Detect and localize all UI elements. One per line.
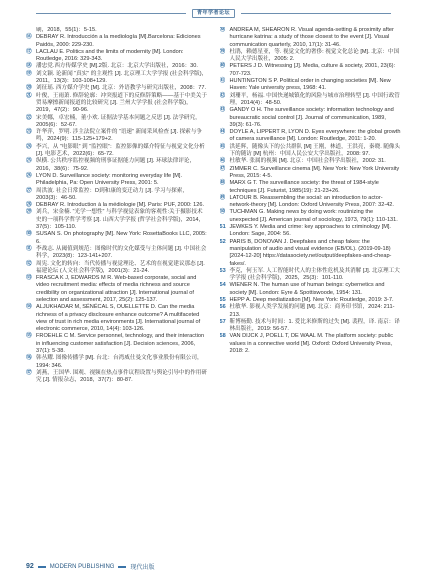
reference-text: ZIMMER C. Surveillance cinema [M]. New York: New York University Press, 2015: 4-5. xyxy=(229,165,400,179)
reference-number: 56 xyxy=(219,304,226,311)
reference-text: MARX G T. The surveillance society: the threat of 1984-style techniques [J]. Futurist, 1985(19): 21-23+26. xyxy=(229,180,379,194)
reference-entry xyxy=(220,78,402,93)
reference-text: PARIS B, DONOVAN J. Deepfakes and cheap fakes: the manipulation of audio and visual evidence (EB/OL). (2019-09-18) [2024-12-20] https://datasociety.net/output/deepfakes-and-cheap-fakes/. xyxy=(229,238,392,267)
reference-text: 杜敏华. 影视人类学发展的问题 [M]. 北京：商务印书馆，2024: 211-213. xyxy=(229,304,395,318)
reference-entry xyxy=(220,209,402,224)
reference-entry xyxy=(26,93,208,115)
reference-number: ㉕ xyxy=(26,158,32,165)
reference-text: 杜敏华. 张属的视频 [M]. 北京：中国社会科学出版社，2002: 31. xyxy=(229,158,386,165)
reference-text: VAN DIJCK J, POELL T, DE WAAL M. The platform society: public values in a connective world [M]. Oxford: Oxford University Press, 2018: 2. xyxy=(229,333,394,355)
reference-entry xyxy=(26,34,208,49)
reference-text: 李兴，从 “电影眼” 到 “监控眼”：监控影像的媒介特征与视觉文化分析 [J]. 电影艺术，2022(6)：65-72. xyxy=(36,143,205,158)
header-rule-left xyxy=(36,13,186,14)
reference-text: 靳博杨勤. 技术与时间：1. 爱比米修斯的过失 [M]. 裴程，译. 南京：译林出版社，2019: 56-57. xyxy=(229,318,400,333)
reference-text: 刘文颖. 论新闻 “真实” 的主观性 [J]. 北京理工大学学报 (社会科学版)，2011，13(3)：103-108+129. xyxy=(36,70,208,85)
reference-entry xyxy=(220,144,402,159)
journal-name-cn: 现代出版 xyxy=(130,565,155,571)
reference-number: ⑯ xyxy=(26,34,32,41)
reference-number: ㊴ xyxy=(219,48,226,55)
reference-entry xyxy=(26,333,208,355)
reference-number: ㊾ xyxy=(219,194,226,201)
reference-number: ㊺ xyxy=(219,143,226,150)
reference-number: ㉘ xyxy=(26,202,32,209)
reference-entry xyxy=(26,85,208,92)
reference-text: SUSAN S. On photography [M]. New York: RosettaBooks LLC, 2005: 6. xyxy=(36,231,207,245)
reference-entry xyxy=(26,129,208,144)
reference-number: 58 xyxy=(219,333,226,340)
running-header xyxy=(0,9,427,18)
journal-name-en: MODERN PUBLISHING xyxy=(49,563,115,570)
reference-text: HEPP A. Deep mediatization [M]. New York: Routledge, 2019: 3-7. xyxy=(229,296,394,303)
reference-entry xyxy=(26,27,208,34)
reference-number: ⑱ xyxy=(26,63,32,70)
reference-number: ㊲ xyxy=(26,369,32,376)
reference-number: ㊼ xyxy=(219,165,226,172)
reference-text: FRASCA K J, EDWARDS M R. Web-based corporate, social and video recruitment media: effects of media richness and source credibility on organizational attraction [J]. International journal of selection and assessment, 2017, 25(2): 125-137. xyxy=(36,275,197,303)
reference-text: 宋美娜，卓宏楠，董小欢. 证据法学基本问题之反思 [J]. 法学研究，2005(6)：52-67. xyxy=(36,114,201,128)
reference-number: 54 xyxy=(219,282,226,289)
reference-text: TUCHMAN G. Making news by doing work: routinizing the unexpected [J]. American journal of sociology, 1973, 79(1): 110-131. xyxy=(229,209,398,223)
reference-entry xyxy=(26,246,208,261)
footer-divider xyxy=(38,566,46,568)
reference-number: 53 xyxy=(219,267,226,274)
reference-number: ⑲ xyxy=(26,70,32,77)
reference-entry xyxy=(220,63,402,78)
reference-number: ㊿ xyxy=(219,209,226,216)
reference-entry xyxy=(220,224,402,239)
reference-text: PETERS J D. Witnessing [J]. Media, culture & society, 2001, 23(6): 707-723. xyxy=(229,63,396,77)
section-title: 青年学者论坛 xyxy=(192,9,235,18)
reference-entry xyxy=(26,304,208,333)
reference-text: JEWKES Y. Media and crime: key approaches to criminology [M]. London: Sage, 2004: 56. xyxy=(229,224,391,238)
reference-entry xyxy=(26,355,208,370)
reference-number: ㉙ xyxy=(26,209,32,216)
reference-text: ALJUKHADAR M, SÉNÉCAL S, OUELLETTE D. Can the media richness of a privacy disclosure enhance outcome? A multifaceted view of trust in rich media environments [J]. International journal of electronic commerce, 2010, 14(4): 103-126. xyxy=(36,304,201,333)
reference-entry xyxy=(26,63,208,70)
reference-number: ⑰ xyxy=(26,48,32,55)
reference-number: ㊵ xyxy=(219,63,226,70)
reference-number: ㊽ xyxy=(219,180,226,187)
references-right-column xyxy=(220,27,402,557)
reference-entry xyxy=(26,209,208,231)
reference-text: LACLAU E. Politics and the limits of modernity [M]. London: Routledge, 2016: 329-343. xyxy=(36,48,184,63)
reference-number: ㉑ xyxy=(26,92,32,99)
reference-number: 57 xyxy=(219,318,226,325)
reference-text: 刷，2018，55(1)：5-15. xyxy=(36,27,97,33)
reference-number: ㉚ xyxy=(26,231,32,238)
reference-number: ㉗ xyxy=(26,187,32,194)
reference-text: 李克，何玉军. 人工智能时代人的主体性危机及其消解 [J]. 北京理工大学学报 (社会科学版)，2025，25(3)：101-110. xyxy=(229,267,400,282)
reference-number: ㉝ xyxy=(26,275,32,282)
reference-text: 纵横. 公共秩序监控视频的刑事证据能力问题 [J]. 环球法律评论，2016，38(6)：75-92. xyxy=(36,158,196,172)
reference-number: ㊱ xyxy=(26,355,32,362)
reference-number: ㊳ xyxy=(219,27,226,33)
reference-text: ANDREA M, SHEARON R. Visual agenda-setting & proximity after hurricane katrina: a study of those closest to the event [J]. Visual communication quarterly, 2010, 17(1): 31-46. xyxy=(229,27,394,48)
reference-text: 周洪波. 社会日常监控：D到和康的变迁动力 [J]. 学习与探索，2003(3)：46-50. xyxy=(36,187,188,201)
reference-entry xyxy=(220,333,402,355)
references-left-column xyxy=(26,27,208,557)
reference-number: ㊸ xyxy=(219,107,226,114)
reference-text: 刘珊平，杨福. 中国快递城镇化的风险与城市治理转型 [J]. 中国行政管理，2014(4)：48-50. xyxy=(229,92,400,106)
reference-number: ㊹ xyxy=(219,129,226,136)
reference-text: WIENER N. The human use of human beings: cybernetics and society [M]. London: Eyre & Spottiswoode, 1954: 131. xyxy=(229,282,385,296)
reference-entry xyxy=(26,231,208,246)
reference-entry xyxy=(26,49,208,64)
reference-text: DEBRAY R. Introducción a la mediología [M].Barcelona: Ediciones Paidós, 2000: 229-230. xyxy=(36,34,201,48)
reference-entry xyxy=(26,275,208,304)
references-body xyxy=(26,27,401,557)
reference-entry xyxy=(26,188,208,203)
reference-entry xyxy=(220,180,402,195)
reference-text: DEBRAY R. Introduction à la médiologie [M]. Paris: PUF, 2000: 126. xyxy=(36,202,204,209)
reference-text: 李战志. 从阈值到规范：图像时代的文化媒受与主体问题 [J]. 中国社会科学，2023(8)：123-141+207. xyxy=(36,245,207,260)
reference-number: 55 xyxy=(219,296,226,303)
reference-text: 许华萍，罗明. 涉主法院立案件的 “语速” 新闻采风检查 [J]. 探索与争鸣，2024(9)：115-125+179+2. xyxy=(36,129,202,143)
reference-entry xyxy=(26,173,208,188)
reference-text: 洪延辉，随像头下的公共群队 [M] 王刚，林道，王洪亮，秦晓. 随像头下的随访 [M] 杭州：中国人民公安大学出版社，2008: 97. xyxy=(229,143,401,158)
reference-entry xyxy=(26,71,208,86)
reference-text: 刘兵，宋金楠. “光学一想性” 与科学视觉表象的客观性:关于摄影技术史的一项科学哲学考察 [J]. 山西大学学报 (哲学社会科学版)，2014，37(5)：105-110. xyxy=(36,209,205,231)
reference-entry xyxy=(26,261,208,276)
page-footer xyxy=(26,562,155,571)
reference-number: ㊷ xyxy=(219,92,226,99)
reference-entry xyxy=(220,93,402,108)
reference-entry xyxy=(26,144,208,159)
reference-number: ㉔ xyxy=(26,143,32,150)
reference-entry xyxy=(220,239,402,268)
reference-number: ㉛ xyxy=(26,245,32,252)
reference-entry xyxy=(220,166,402,181)
reference-entry xyxy=(26,370,208,385)
reference-number: ㊻ xyxy=(219,158,226,165)
reference-number: ㉒ xyxy=(26,114,32,121)
footer-divider xyxy=(118,566,126,568)
reference-number: ㉓ xyxy=(26,129,32,136)
reference-number: ㉜ xyxy=(26,260,32,267)
reference-entry xyxy=(26,158,208,173)
reference-entry xyxy=(220,158,402,165)
reference-text: LATOUR B. Reassembling the social: an introduction to actor-network-theory [M]. London: Oxford University Press, 2007: 32-42. xyxy=(229,194,394,209)
reference-number: ㉟ xyxy=(26,333,32,340)
reference-text: DOYLE A, LIPPERT R, LYON D. Eyes everywhere: the global growth of camera surveillance [M]. London: Routledge, 2011: 1-20. xyxy=(229,129,401,143)
reference-entry xyxy=(220,282,402,297)
reference-number: ㉞ xyxy=(26,304,32,311)
reference-text: FROEHLE C M. Service personnel, technology, and their interaction in influencing customer satisfaction [J]. Decision sciences, 2006, 37(1): 5-38. xyxy=(36,333,205,355)
reference-text: HUNTINGTON S P. Political order in changing societies [M]. New Haven: Yale university press, 1968: 41. xyxy=(229,78,391,92)
reference-entry xyxy=(220,268,402,283)
reference-text: 周宪. 文化的转向：当代传播与视觉理论、艺术的在视觉建议那态 [J]. 福建论坛 (人文社会科学版)，2001(3)：21-24. xyxy=(36,260,205,274)
reference-text: 杜鹃，赖德星亚，等. 视觉文化的奢侈: 视觉文化总论 [M]. 北京：中国人民大学出版社，2005: 2. xyxy=(229,48,400,63)
reference-text: 刘燕，王国华. 围观、视频在热点事件议程设置与舆论引导中的作用研究 [J]. 情报杂志，2018，37(7)：80-87. xyxy=(36,369,207,384)
reference-entry xyxy=(220,304,402,319)
reference-number: ㉖ xyxy=(26,172,32,179)
reference-entry xyxy=(220,49,402,64)
reference-entry xyxy=(220,129,402,144)
reference-text: GANDY O H. The surveillance society: information technology and bureaucratic social control [J]. Journal of communication, 1989, 39(3): 61-76. xyxy=(229,107,394,128)
reference-entry xyxy=(26,115,208,130)
reference-number: 51 xyxy=(219,224,226,231)
reference-entry xyxy=(220,195,402,210)
reference-text: 刘征瑶. 西方媒介学史 [M]. 北京：外语教学与研究出版社，2008：77. xyxy=(36,85,207,92)
page-number: 92 xyxy=(26,563,34,570)
reference-entry xyxy=(220,319,402,334)
reference-entry xyxy=(220,107,402,129)
reference-text: 潘忠党.西方传媒学史 [M].2版. 北京：北京大学出版社，2016：30. xyxy=(36,63,198,70)
reference-number: ⑳ xyxy=(26,85,32,92)
reference-text: LYON D. Surveillance society: monitoring everyday life [M]. Philadelphia, Pa: Open University Press, 2001: 5. xyxy=(36,172,183,187)
reference-number: 52 xyxy=(219,238,226,245)
reference-text: 叶俊，王雨萧. 修辞轮廓：冲突报道下的反修辞策略——基于中美关于贸易摩擦新闻报道的比较研究 [J]. 兰州大学学报 (社会科学版)，2019，47(2)：90-96. xyxy=(36,92,207,114)
reference-text: 韩丛耀. 图像传播学 [M]. 台北：台湾威仕曼文化事业股份有限公司，1994: 346. xyxy=(36,355,203,369)
reference-entry xyxy=(220,27,402,49)
reference-number: ㊶ xyxy=(219,78,226,85)
header-rule-right xyxy=(241,13,391,14)
